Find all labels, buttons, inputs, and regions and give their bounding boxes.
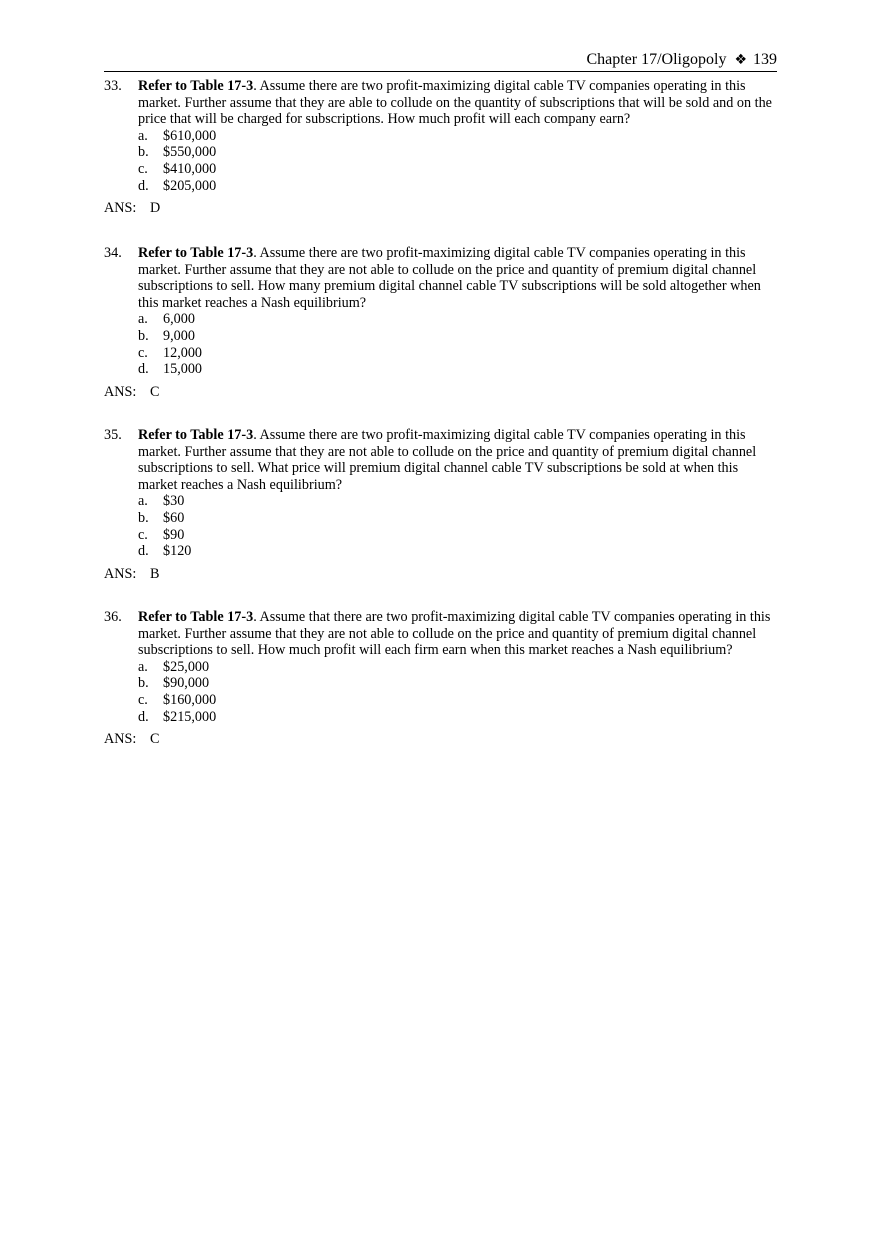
question-text [138, 427, 779, 493]
answer-label: ANS: [104, 383, 137, 400]
choice-text: $60 [163, 509, 185, 526]
answer-choices [138, 311, 779, 377]
choice-letter: d. [138, 543, 149, 560]
choice-text: $610,000 [163, 127, 217, 144]
table-reference: Refer to Table 17-3 [138, 78, 254, 94]
choice-a [138, 659, 779, 676]
choice-text: $410,000 [163, 160, 217, 177]
choice-a [138, 311, 779, 328]
choice-c [138, 345, 779, 362]
answer-value: B [150, 565, 160, 582]
choice-text: 9,000 [163, 327, 195, 344]
question-34 [104, 245, 779, 400]
table-reference: Refer to Table 17-3 [138, 427, 254, 443]
answer-line [104, 384, 779, 401]
table-reference: Refer to Table 17-3 [138, 609, 254, 625]
diamond-icon: ❖ [734, 52, 747, 68]
question-body: . Assume there are two profit-maximizing digital cable TV companies operating in this market. Further assume that they are not able to collude on the price and quantity of premium digital channel subscriptions to sell. How many premium digital channel cable TV subscriptions will be sold altogether when this market reaches a Nash equilibrium? [138, 245, 761, 311]
choice-text: $215,000 [163, 708, 217, 725]
choice-c [138, 161, 779, 178]
choice-text: $30 [163, 493, 185, 510]
choice-d [138, 709, 779, 726]
choice-c [138, 527, 779, 544]
answer-choices [138, 128, 779, 194]
choice-b [138, 328, 779, 345]
question-35 [104, 427, 779, 582]
chapter-title: Chapter 17/Oligopoly [586, 51, 727, 68]
question-33 [104, 78, 779, 217]
choice-letter: d. [138, 708, 149, 725]
choice-letter: a. [138, 127, 148, 144]
choice-text: 15,000 [163, 361, 203, 378]
question-number: 36. [104, 609, 122, 625]
answer-value: D [150, 200, 161, 217]
choice-letter: d. [138, 361, 149, 378]
choice-a [138, 493, 779, 510]
choice-d [138, 178, 779, 195]
question-body: . Assume there are two profit-maximizing digital cable TV companies operating in this market. Further assume that they are not able to collude on the price and quantity of premium digital channel subscriptions to sell. What price will premium digital channel cable TV subscriptions be sold at when this market reaches a Nash equilibrium? [138, 427, 757, 493]
choice-letter: b. [138, 144, 149, 161]
question-36 [104, 609, 779, 748]
answer-choices [138, 493, 779, 559]
choice-text: $160,000 [163, 691, 217, 708]
choice-text: $90,000 [163, 675, 210, 692]
choice-text: $550,000 [163, 144, 217, 161]
choice-text: $90 [163, 526, 185, 543]
choice-text: $25,000 [163, 658, 210, 675]
answer-value: C [150, 383, 160, 400]
question-number: 34. [104, 245, 122, 261]
page-header [104, 50, 777, 72]
question-body: . Assume that there are two profit-maximizing digital cable TV companies operating in this market. Further assume that they are not able to collude on the price and quantity of premium digital channel subscriptions to sell. How much profit will each firm earn when this market reaches a Nash equilibrium? [138, 609, 771, 659]
choice-letter: c. [138, 526, 148, 543]
question-text [138, 245, 779, 311]
choice-a [138, 128, 779, 145]
answer-value: C [150, 731, 160, 748]
choice-letter: c. [138, 691, 148, 708]
answer-label: ANS: [104, 731, 137, 748]
choice-letter: c. [138, 344, 148, 361]
choice-text: 12,000 [163, 344, 203, 361]
choice-b [138, 675, 779, 692]
choice-letter: b. [138, 327, 149, 344]
question-number: 33. [104, 78, 122, 94]
answer-line [104, 566, 779, 583]
question-body: . Assume there are two profit-maximizing digital cable TV companies operating in this market. Further assume that they are able to collude on the quantity of subscriptions that will be sold and on the price that will be charged for subscriptions. How much profit will each company earn? [138, 78, 772, 128]
choice-c [138, 692, 779, 709]
page-number: 139 [753, 51, 777, 68]
choice-letter: b. [138, 675, 149, 692]
choice-letter: a. [138, 493, 148, 510]
answer-label: ANS: [104, 565, 137, 582]
choice-b [138, 510, 779, 527]
choice-text: $205,000 [163, 177, 217, 194]
answer-label: ANS: [104, 200, 137, 217]
choice-letter: d. [138, 177, 149, 194]
answer-line [104, 200, 779, 217]
answer-line [104, 731, 779, 748]
question-number: 35. [104, 427, 122, 443]
choice-letter: a. [138, 658, 148, 675]
choice-letter: c. [138, 160, 148, 177]
question-text [138, 78, 779, 128]
choice-letter: b. [138, 509, 149, 526]
choice-d [138, 543, 779, 560]
choice-d [138, 361, 779, 378]
choice-text: 6,000 [163, 311, 195, 328]
choice-letter: a. [138, 311, 148, 328]
answer-choices [138, 659, 779, 725]
question-text [138, 609, 779, 659]
choice-b [138, 144, 779, 161]
table-reference: Refer to Table 17-3 [138, 245, 254, 261]
choice-text: $120 [163, 543, 192, 560]
